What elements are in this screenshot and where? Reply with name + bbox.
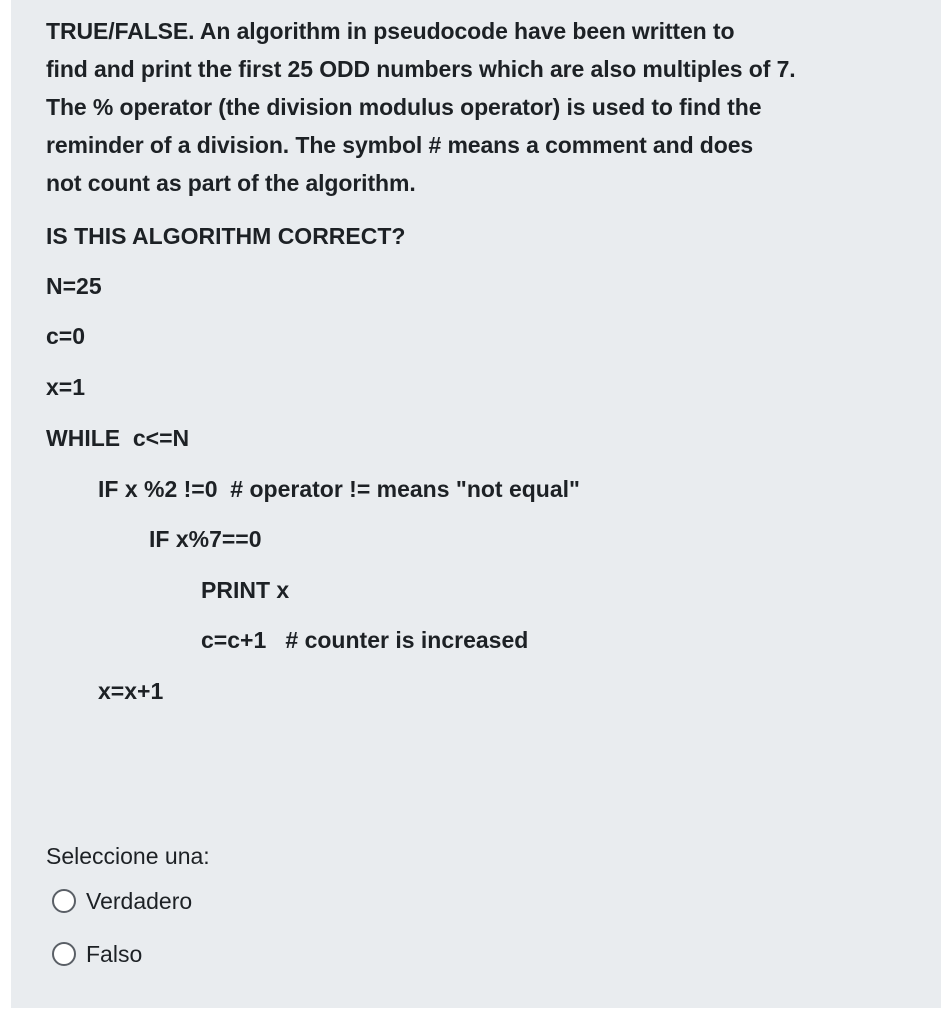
question-heading: IS THIS ALGORITHM CORRECT? [46, 223, 406, 249]
answer-prompt: Seleccione una: [46, 843, 210, 869]
code-line-x: x=1 [46, 374, 86, 400]
radio-verdadero[interactable] [52, 889, 76, 913]
intro-line-2: find and print the first 25 ODD numbers which are also multiples of 7. [46, 56, 796, 82]
intro-line-4: reminder of a division. The symbol # means a comment and does [46, 132, 754, 158]
question-text [46, 12, 926, 202]
code-line-print: PRINT x [201, 577, 290, 603]
option-verdadero[interactable] [52, 887, 192, 915]
question-intro [46, 12, 926, 202]
code-line-if-multiple-7: IF x%7==0 [149, 526, 262, 552]
intro-line-3: The % operator (the division modulus operator) is used to find the [46, 94, 762, 120]
code-line-increment: x=x+1 [98, 678, 164, 704]
question-card [11, 0, 941, 1008]
code-line-if-odd: IF x %2 !=0 # operator != means "not equal" [98, 476, 580, 502]
code-line-c: c=0 [46, 323, 86, 349]
intro-line-1: TRUE/FALSE. An algorithm in pseudocode have been written to [46, 18, 735, 44]
code-line-while: WHILE c<=N [46, 425, 190, 451]
option-falso[interactable] [52, 940, 142, 968]
radio-falso[interactable] [52, 942, 76, 966]
option-falso-label[interactable]: Falso [86, 941, 143, 967]
code-line-counter: c=c+1 # counter is increased [201, 627, 529, 653]
intro-line-5: not count as part of the algorithm. [46, 170, 416, 196]
code-line-n: N=25 [46, 273, 102, 299]
option-verdadero-label[interactable]: Verdadero [86, 888, 193, 914]
